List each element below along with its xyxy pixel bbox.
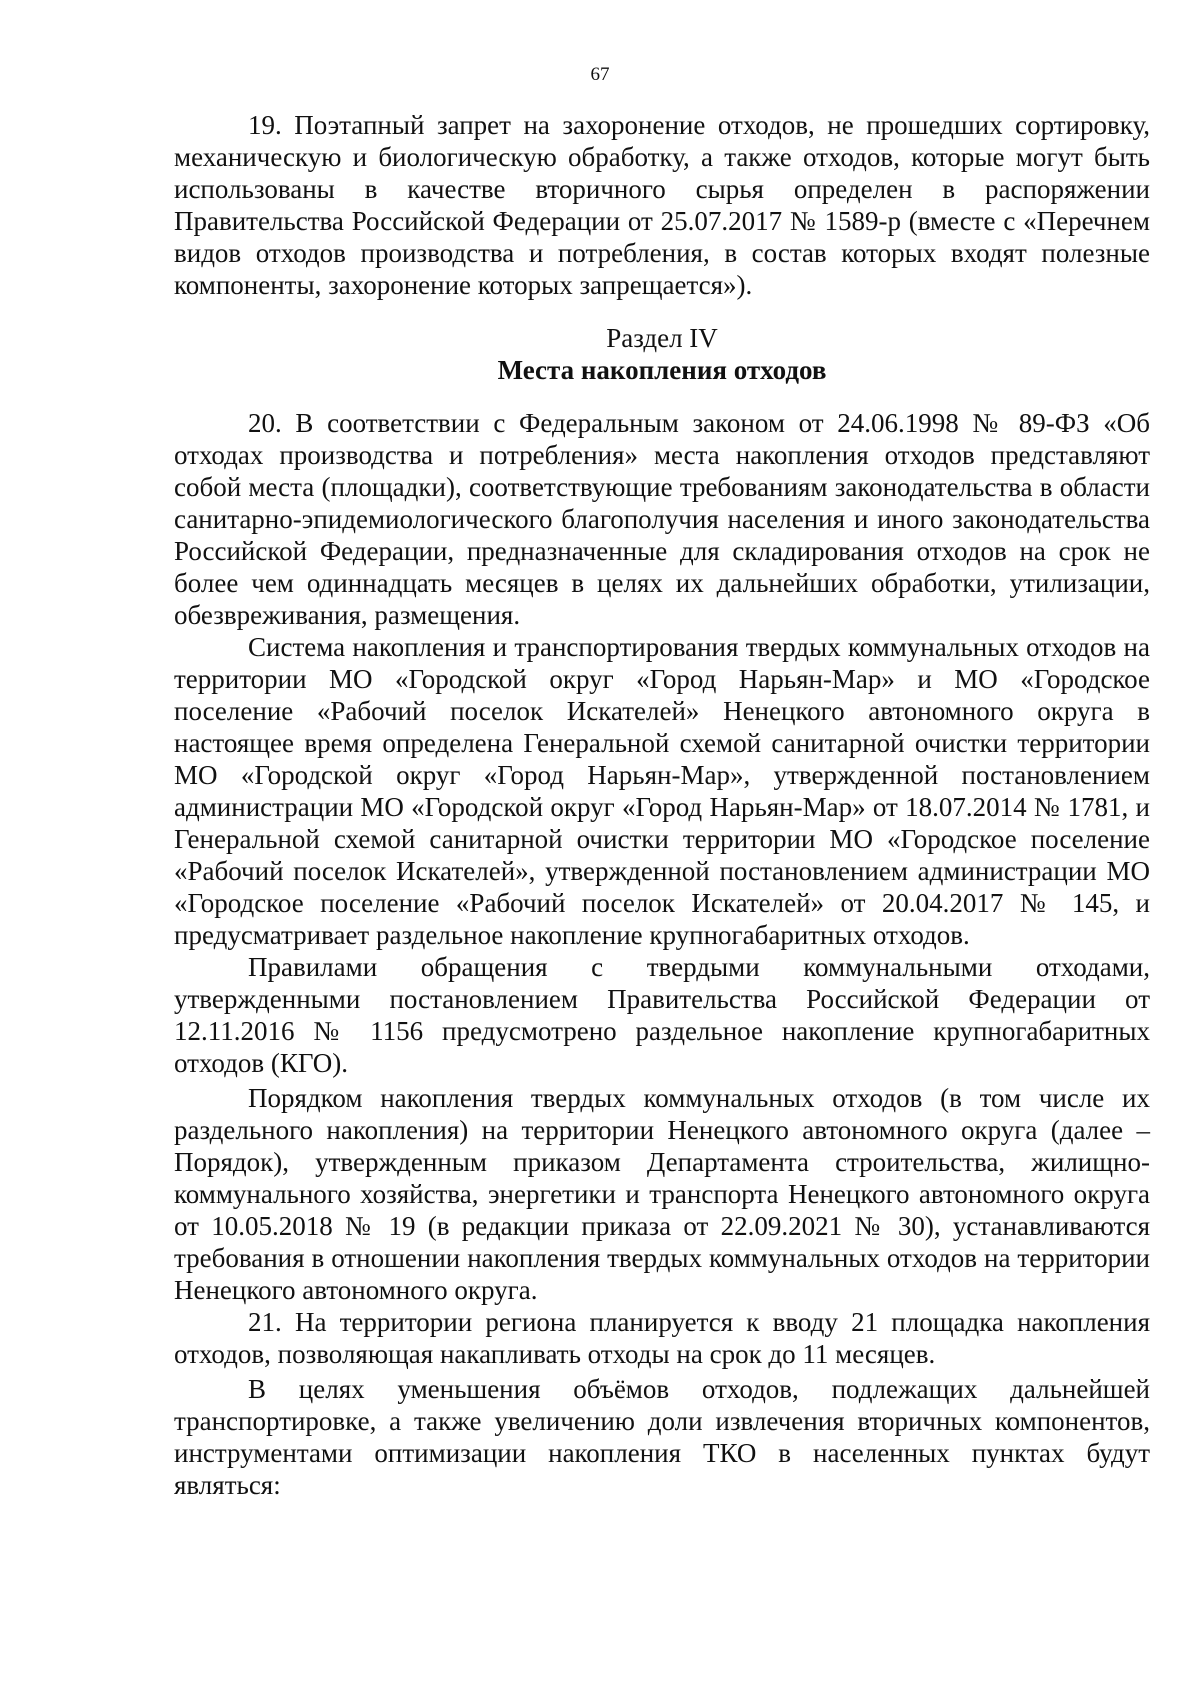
paragraph-20: 20. В соответствии с Федеральным законом от 24.06.1998 № 89-ФЗ «Об отходах производства и потребления» места накопления отходов представляют собой места (площадки), соответствующие требованиям законодательства в области санитарно-эпидемиологического благополучия населения и иного законодательства Российской Федерации, предназначенные для складирования отходов на срок не более чем одиннадцать месяцев в целях их дальнейших обработки, утилизации, обезвреживания, размещения.: [174, 408, 1150, 630]
paragraph-19: 19. Поэтапный запрет на захоронение отходов, не прошедших сортировку, механическую и биологическую обработку, а также отходов, которые могут быть использованы в качестве вторичного сырья определен в распоряжении Правительства Российской Федерации от 25.07.2017 № 1589-р (вместе с «Перечнем видов отходов производства и потребления, в состав которых входят полезные компоненты, захоронение которых запрещается»).: [174, 110, 1150, 300]
section-label: Раздел IV: [606, 323, 718, 353]
section-title: Места накопления отходов: [497, 355, 827, 385]
document-body: [174, 109, 1150, 1501]
paragraph-optimization: В целях уменьшения объёмов отходов, подлежащих дальнейшей транспортировке, а также увеличению доли извлечения вторичных компонентов, инструментами оптимизации накопления ТКО в населенных пунктах будут являться:: [174, 1374, 1150, 1500]
page-number: 67: [590, 64, 610, 85]
section-heading: [174, 322, 1150, 386]
paragraph-21: 21. На территории региона планируется к вводу 21 площадка накопления отходов, позволяющая накапливать отходы на срок до 11 месяцев.: [174, 1307, 1150, 1369]
paragraph-procedure: Порядком накопления твердых коммунальных отходов (в том числе их раздельного накопления) на территории Ненецкого автономного округа (далее – Порядок), утвержденным приказом Департамента строительства, жилищно-коммунального хозяйства, энергетики и транспорта Ненецкого автономного округа от 10.05.2018 № 19 (в редакции приказа от 22.09.2021 № 30), устанавливаются требования в отношении накопления твердых коммунальных отходов на территории Ненецкого автономного округа.: [174, 1083, 1150, 1305]
paragraph-collection-system: Система накопления и транспортирования твердых коммунальных отходов на территории МО «Городской округ «Город Нарьян-Мар» и МО «Городское поселение «Рабочий поселок Искателей» Ненецкого автономного округа в настоящее время определена Генеральной схемой санитарной очистки территории МО «Городской округ «Город Нарьян-Мар», утвержденной постановлением администрации МО «Городской округ «Город Нарьян-Мар» от 18.07.2014 № 1781, и Генеральной схемой санитарной очистки территории МО «Городское поселение «Рабочий поселок Искателей», утвержденной постановлением администрации МО «Городское поселение «Рабочий поселок Искателей» от 20.04.2017 № 145, и предусматривает раздельное накопление крупногабаритных отходов.: [174, 632, 1150, 950]
paragraph-rules: Правилами обращения с твердыми коммунальными отходами, утвержденными постановлением Правительства Российской Федерации от 12.11.2016 № 1156 предусмотрено раздельное накопление крупногабаритных отходов (КГО).: [174, 952, 1150, 1078]
